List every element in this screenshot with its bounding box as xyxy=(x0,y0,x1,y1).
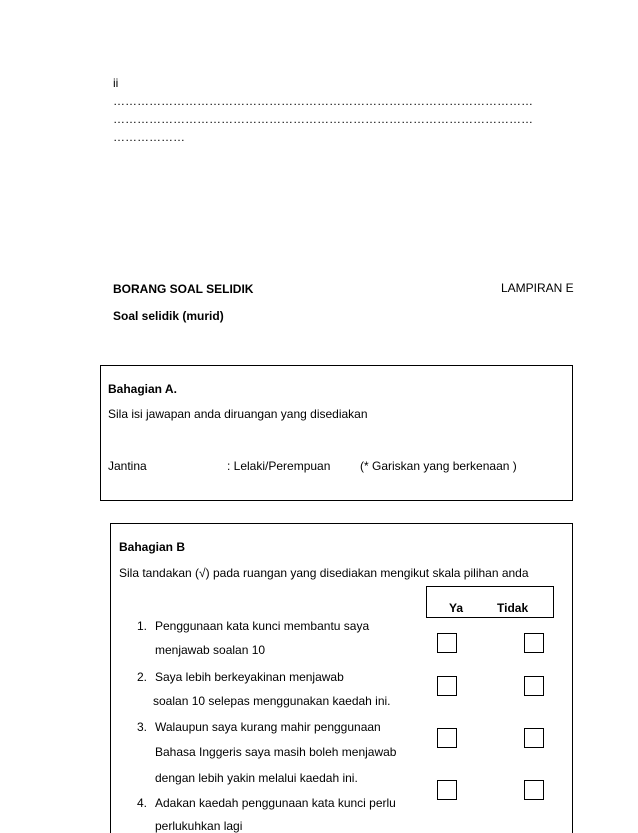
q2-no-checkbox[interactable] xyxy=(524,676,544,696)
answer-header-box xyxy=(426,586,554,618)
dotted-line-3: ……………… xyxy=(113,130,185,144)
gender-options[interactable]: : Lelaki/Perempuan xyxy=(227,459,331,473)
q1-no-checkbox[interactable] xyxy=(524,633,544,653)
gender-note: (* Gariskan yang berkenaan ) xyxy=(360,459,517,473)
roman-page-number: ii xyxy=(113,76,119,90)
q3-yes-checkbox[interactable] xyxy=(437,728,457,748)
question-text: Penggunaan kata kunci membantu saya xyxy=(155,619,370,633)
question-number: 4. xyxy=(137,796,148,810)
question-text: dengan lebih yakin melalui kaedah ini. xyxy=(155,771,358,785)
q1-yes-checkbox[interactable] xyxy=(437,633,457,653)
question-text: Saya lebih berkeyakinan menjawab xyxy=(155,670,344,684)
question-text: Adakan kaedah penggunaan kata kunci perlu xyxy=(155,796,396,810)
question-number: 1. xyxy=(137,619,148,633)
question-number: 2. xyxy=(137,670,148,684)
gender-label: Jantina xyxy=(108,459,147,473)
form-title: BORANG SOAL SELIDIK xyxy=(113,282,254,296)
q2-yes-checkbox[interactable] xyxy=(437,676,457,696)
question-number: 3. xyxy=(137,720,148,734)
q4-no-checkbox[interactable] xyxy=(524,780,544,800)
form-subtitle: Soal selidik (murid) xyxy=(113,309,224,323)
question-text: menjawab soalan 10 xyxy=(155,643,266,657)
section-a-instruction: Sila isi jawapan anda diruangan yang disediakan xyxy=(108,407,368,421)
question-text: Walaupun saya kurang mahir penggunaan xyxy=(155,720,381,734)
dotted-line-2: …………………………………………………………………………………………… xyxy=(113,112,533,126)
appendix-label: LAMPIRAN E xyxy=(501,281,574,295)
question-text: Bahasa Inggeris saya masih boleh menjawab xyxy=(155,745,397,759)
column-no: Tidak xyxy=(497,601,529,615)
q4-yes-checkbox[interactable] xyxy=(437,780,457,800)
question-text: perlukuhkan lagi xyxy=(155,819,243,833)
section-b-instruction: Sila tandakan (√) pada ruangan yang disediakan mengikut skala pilihan anda xyxy=(119,566,529,580)
dotted-line-1: …………………………………………………………………………………………… xyxy=(113,94,533,108)
column-yes: Ya xyxy=(449,601,464,615)
section-a-title: Bahagian A. xyxy=(108,382,177,396)
q3-no-checkbox[interactable] xyxy=(524,728,544,748)
section-b-title: Bahagian B xyxy=(119,540,186,554)
question-text: soalan 10 selepas menggunakan kaedah ini. xyxy=(153,694,391,708)
